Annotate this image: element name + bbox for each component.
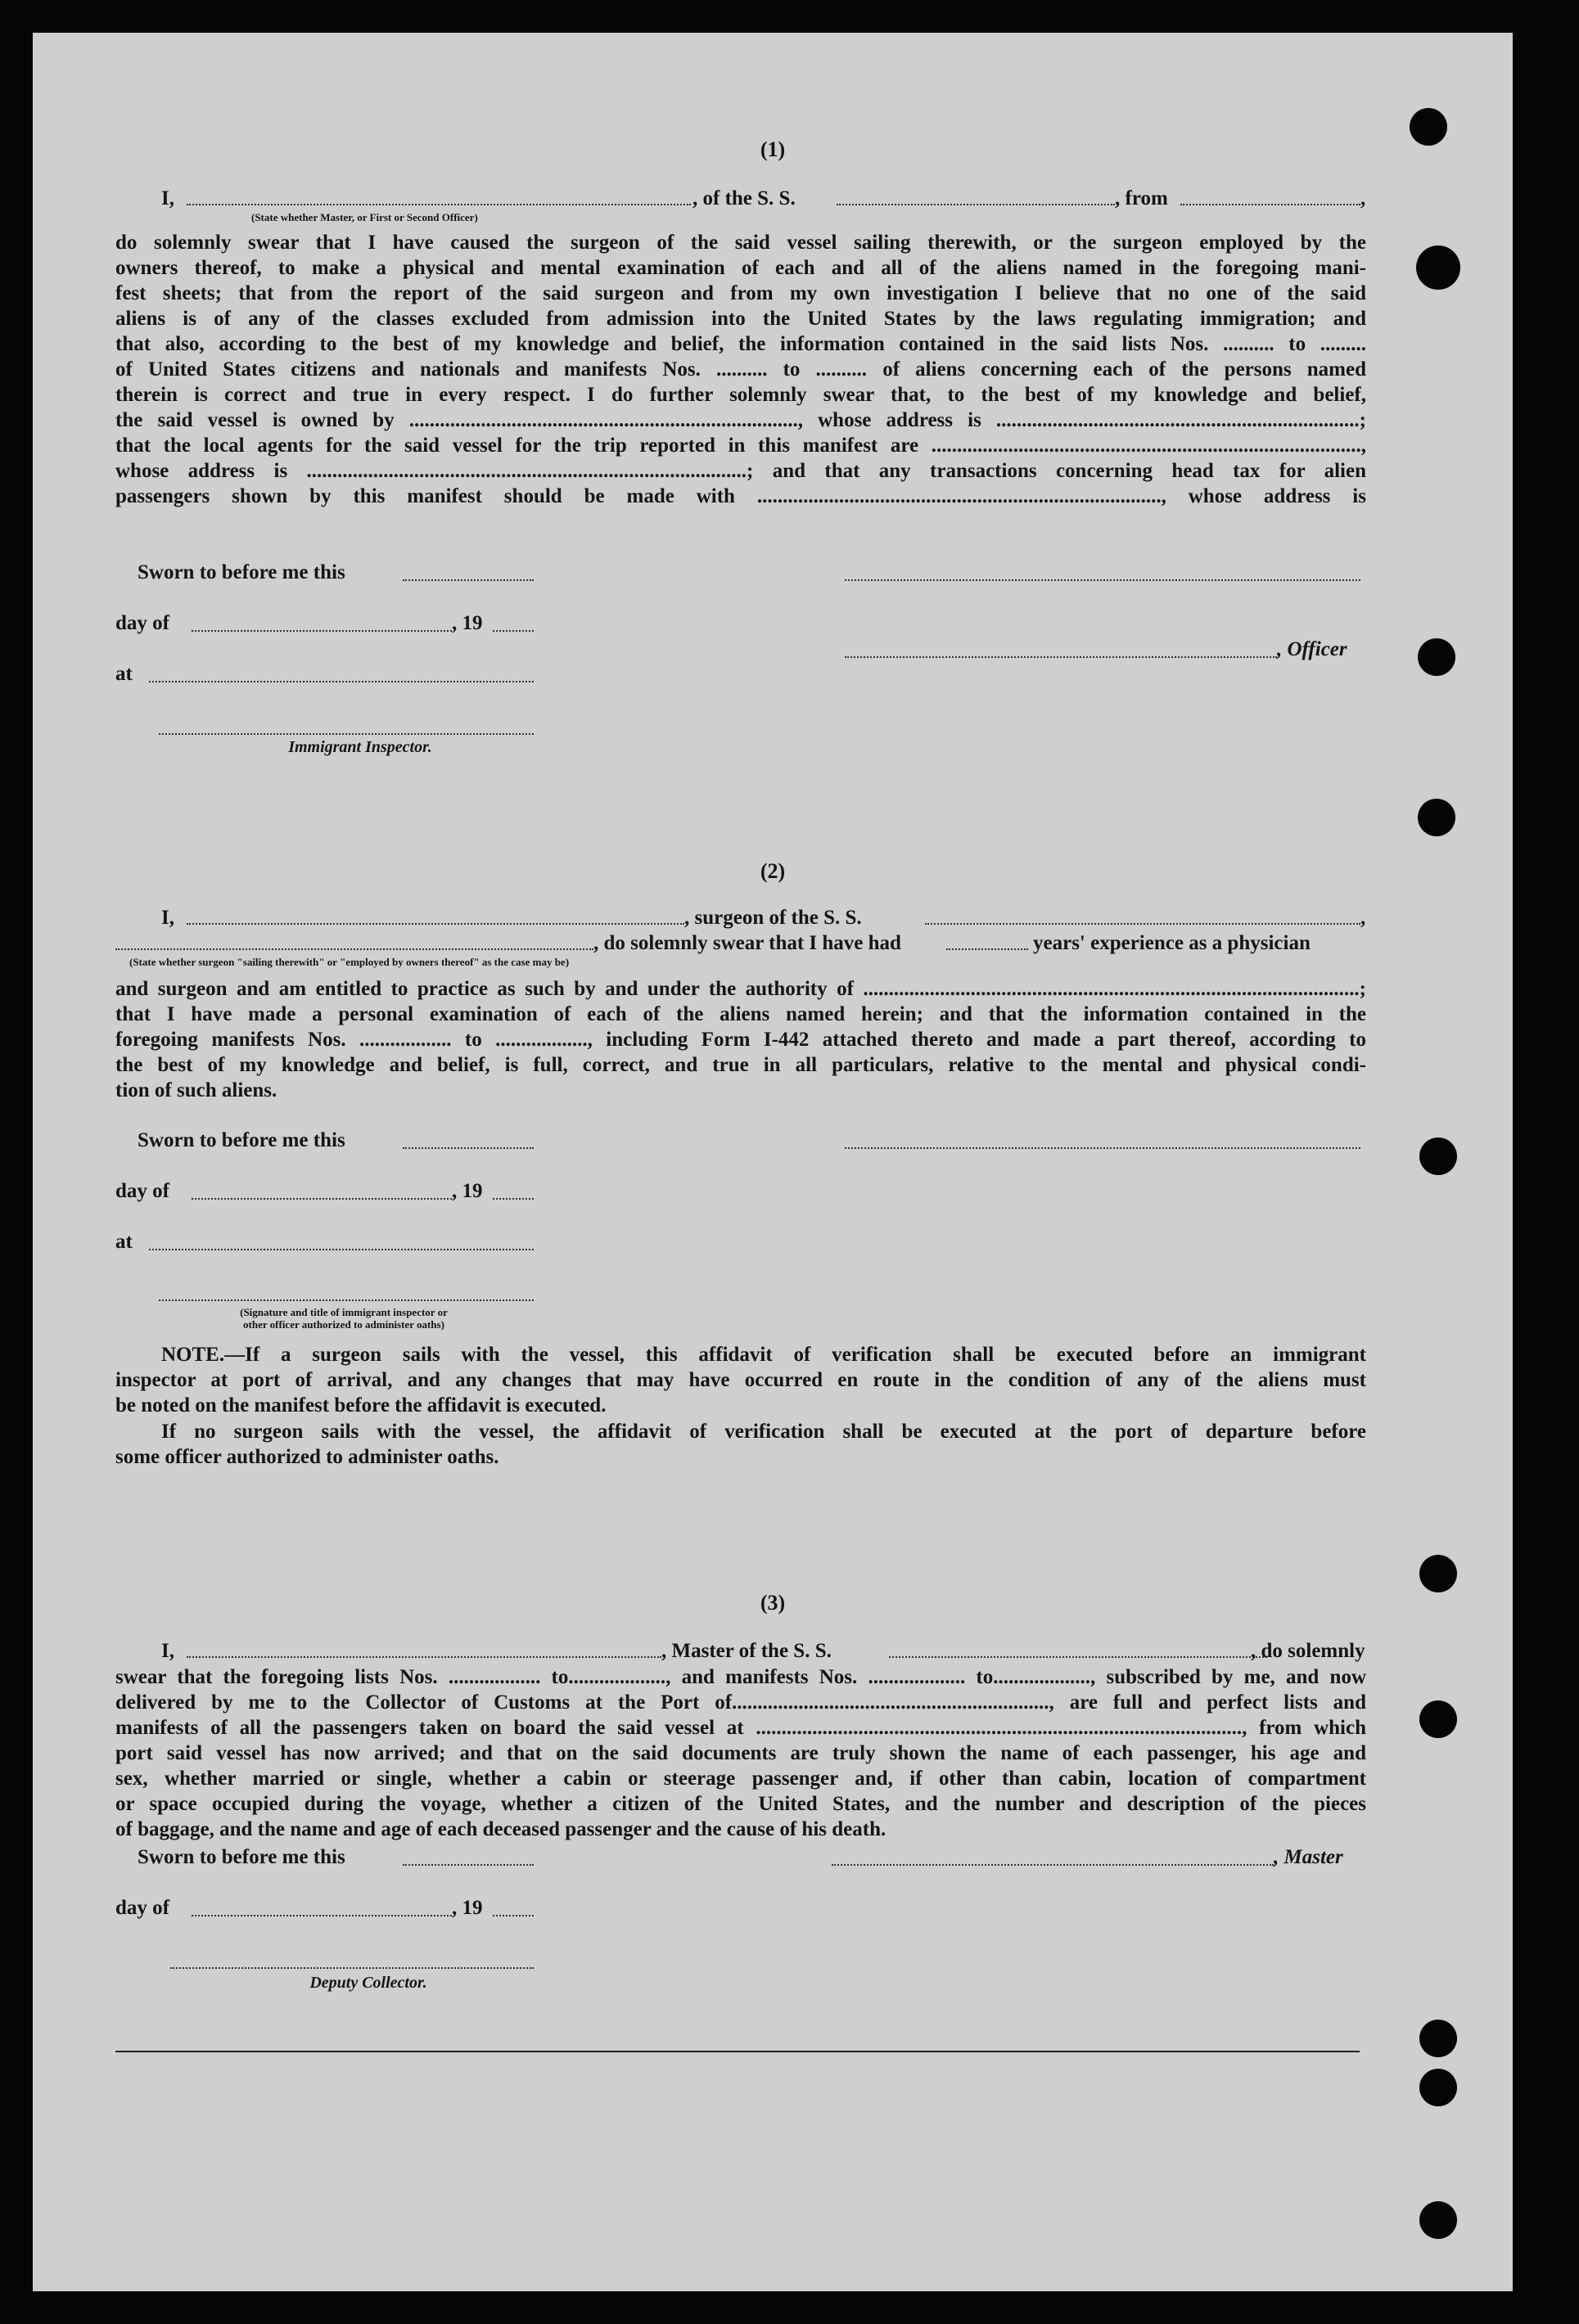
s3-ship-name-field[interactable] (889, 1656, 1267, 1658)
s1-year-field[interactable] (493, 630, 534, 632)
s1-line: that also, according to the best of my knowledge and belief, the information contained in the said lists Nos. .......... to ......... (115, 333, 1366, 355)
punch-hole (1419, 1700, 1457, 1738)
s3-year-label: , 19 (452, 1897, 483, 1919)
s2-line: the best of my knowledge and belief, is full, correct, and true in all particulars, relative to the mental and physical condi- (115, 1054, 1366, 1076)
s2-surgeon-ss-label: , surgeon of the S. S. (684, 907, 862, 929)
punch-hole (1419, 2201, 1457, 2239)
s1-ship-name-field[interactable] (837, 204, 1115, 205)
s1-line: whose address is ......................................................................................; and that any transactions concerning head tax for alien (115, 460, 1366, 482)
punch-hole (1419, 1137, 1457, 1175)
s3-solemnly-label: , do solemnly (1251, 1640, 1365, 1662)
s3-year-field[interactable] (493, 1915, 534, 1916)
s1-officer-label: , Officer (1277, 638, 1347, 660)
s1-inspector-label: Immigrant Inspector. (288, 738, 432, 756)
s3-line: delivered by me to the Collector of Customs at the Port of.............................................................., are full and perfect lists and (115, 1691, 1366, 1714)
s1-line: the said vessel is owned by ............................................................................, whose address is .......................................................................; (115, 409, 1366, 431)
s2-sworn-label: Sworn to before me this (138, 1129, 345, 1151)
s1-of-ss-label: , of the S. S. (693, 187, 796, 209)
s1-line: therein is correct and true in every respect. I do further solemnly swear that, to the best of my knowledge and belief, (115, 384, 1366, 406)
s1-from-port-field[interactable] (1180, 204, 1360, 205)
s1-officer-signature-line-top[interactable] (845, 579, 1360, 581)
s2-ship-name-field[interactable] (925, 923, 1360, 925)
s3-line: of baggage, and the name and age of each deceased passenger and the cause of his death. (115, 1818, 886, 1840)
s2-surgeon-name-field[interactable] (187, 923, 684, 925)
punch-hole (1419, 2020, 1457, 2057)
s3-line: port said vessel has now arrived; and that on the said documents are truly shown the name of each passenger, his age and (115, 1742, 1366, 1764)
s2-comma: , (1360, 907, 1366, 929)
section-1-number: (1) (760, 137, 786, 161)
s2-line: that I have made a personal examination of each of the aliens named herein; and that the information contained in the (115, 1003, 1366, 1025)
s2-signature-note-1: (Signature and title of immigrant inspector or (240, 1306, 448, 1318)
s1-sworn-label: Sworn to before me this (138, 561, 345, 583)
s2-note-line: inspector at port of arrival, and any changes that may have occurred en route in the condition of any of the aliens must (115, 1369, 1366, 1391)
s2-note2-line: some officer authorized to administer oaths. (115, 1446, 499, 1468)
s2-oath-paragraph (115, 976, 1366, 1103)
s1-line: owners thereof, to make a physical and mental examination of each and all of the aliens named in the foregoing mani- (115, 257, 1366, 279)
s1-day-of-label: day of (115, 612, 169, 634)
s1-oath-paragraph (115, 230, 1366, 509)
punch-hole (1419, 1555, 1457, 1592)
s1-state-note: (State whether Master, or First or Second Officer) (251, 211, 478, 223)
s2-surgeon-signature-field[interactable] (845, 1147, 1360, 1149)
s1-line: do solemnly swear that I have caused the surgeon of the said vessel sailing therewith, or the surgeon employed by the (115, 232, 1366, 254)
s1-officer-signature-field[interactable] (845, 656, 1277, 658)
s3-master-signature-field[interactable] (832, 1864, 1274, 1866)
s3-sworn-label: Sworn to before me this (138, 1846, 345, 1868)
bottom-rule (115, 2051, 1360, 2052)
s3-line: swear that the foregoing lists Nos. .................. to..................., and manifests Nos. ................... to..................., subscribed by me, and now (115, 1666, 1366, 1688)
s1-day-field[interactable] (192, 630, 452, 632)
punch-hole (1419, 2069, 1457, 2106)
s1-line: of United States citizens and nationals and manifests Nos. .......... to .......... of aliens concerning each of the persons named (115, 358, 1366, 381)
s3-line: manifests of all the passengers taken on board the said vessel at ..............................................................................................., from which (115, 1717, 1366, 1739)
s3-master-ss-label: , Master of the S. S. (661, 1640, 832, 1662)
s1-line: fest sheets; that from the report of the said surgeon and from my own investigation I believe that no one of the said (115, 282, 1366, 304)
s2-year-label: , 19 (452, 1180, 483, 1202)
punch-hole (1418, 638, 1455, 676)
s3-i-label: I, (161, 1640, 174, 1662)
s2-day-of-label: day of (115, 1180, 169, 1202)
s2-year-field[interactable] (493, 1198, 534, 1200)
s1-sworn-date-field[interactable] (403, 579, 534, 581)
s1-officer-name-field[interactable] (187, 204, 691, 205)
s2-state-note: (State whether surgeon "sailing therewith" or "employed by owners thereof" as the case may be) (129, 956, 570, 968)
section-2-number: (2) (760, 859, 786, 883)
s1-line: that the local agents for the said vessel for the trip reported in this manifest are ...................................................................................., (115, 435, 1366, 457)
s1-inspector-signature-field[interactable] (159, 733, 534, 735)
s2-i-label: I, (161, 907, 174, 929)
s2-line: and surgeon and am entitled to practice as such by and under the authority of .................................................................................................; (115, 978, 1366, 1000)
s3-oath-paragraph (115, 1664, 1366, 1842)
s2-years-field[interactable] (946, 948, 1028, 950)
s2-line: foregoing manifests Nos. .................. to .................., including Form I-442 attached thereto and made a part thereof, according to (115, 1029, 1366, 1051)
s2-signature-note-2: other officer authorized to administer oaths) (243, 1318, 444, 1331)
s2-years-label: years' experience as a physician (1033, 932, 1311, 954)
s2-note-line: NOTE.—If a surgeon sails with the vessel, this affidavit of verification shall be executed before an immigrant (161, 1344, 1366, 1366)
s3-line: sex, whether married or single, whether a cabin or steerage passenger and, if other than cabin, location of compartment (115, 1768, 1366, 1790)
s2-swear-label: , do solemnly swear that I have had (593, 932, 901, 954)
s3-day-field[interactable] (192, 1915, 452, 1916)
s2-at-label: at (115, 1231, 133, 1253)
s1-line: passengers shown by this manifest should be made with ..............................................................................., whose address is (115, 485, 1366, 507)
s3-sworn-date-field[interactable] (403, 1864, 534, 1866)
s2-line: tion of such aliens. (115, 1079, 277, 1101)
s2-day-field[interactable] (192, 1198, 452, 1200)
s2-note2-line: If no surgeon sails with the vessel, the affidavit of verification shall be executed at the port of departure before (161, 1421, 1366, 1443)
s2-note2-paragraph (115, 1419, 1366, 1470)
s3-day-of-label: day of (115, 1897, 169, 1919)
s2-at-field[interactable] (149, 1249, 534, 1250)
form-page (33, 33, 1513, 2291)
s3-collector-signature-field[interactable] (170, 1967, 534, 1969)
s1-at-label: at (115, 663, 133, 685)
s1-year-label: , 19 (452, 612, 483, 634)
s3-master-label: , Master (1274, 1846, 1343, 1868)
s2-sworn-date-field[interactable] (403, 1147, 534, 1149)
s3-line: or space occupied during the voyage, whether a citizen of the United States, and the number and description of the pieces (115, 1793, 1366, 1815)
s3-collector-label: Deputy Collector. (309, 1974, 427, 1992)
s1-comma: , (1360, 187, 1366, 209)
s1-at-field[interactable] (149, 681, 534, 682)
s3-master-name-field[interactable] (187, 1656, 661, 1658)
punch-hole (1418, 799, 1455, 836)
section-3-number: (3) (760, 1591, 786, 1615)
s1-from-label: , from (1115, 187, 1168, 209)
punch-hole (1416, 245, 1460, 290)
s1-i-label: I, (161, 187, 174, 209)
s1-line: aliens is of any of the classes excluded from admission into the United States by the laws regulating immigration; and (115, 308, 1366, 330)
s2-inspector-signature-field[interactable] (159, 1299, 534, 1301)
s2-note-paragraph (115, 1342, 1366, 1418)
s2-capacity-field[interactable] (115, 948, 593, 950)
s2-note-line: be noted on the manifest before the affidavit is executed. (115, 1394, 607, 1416)
